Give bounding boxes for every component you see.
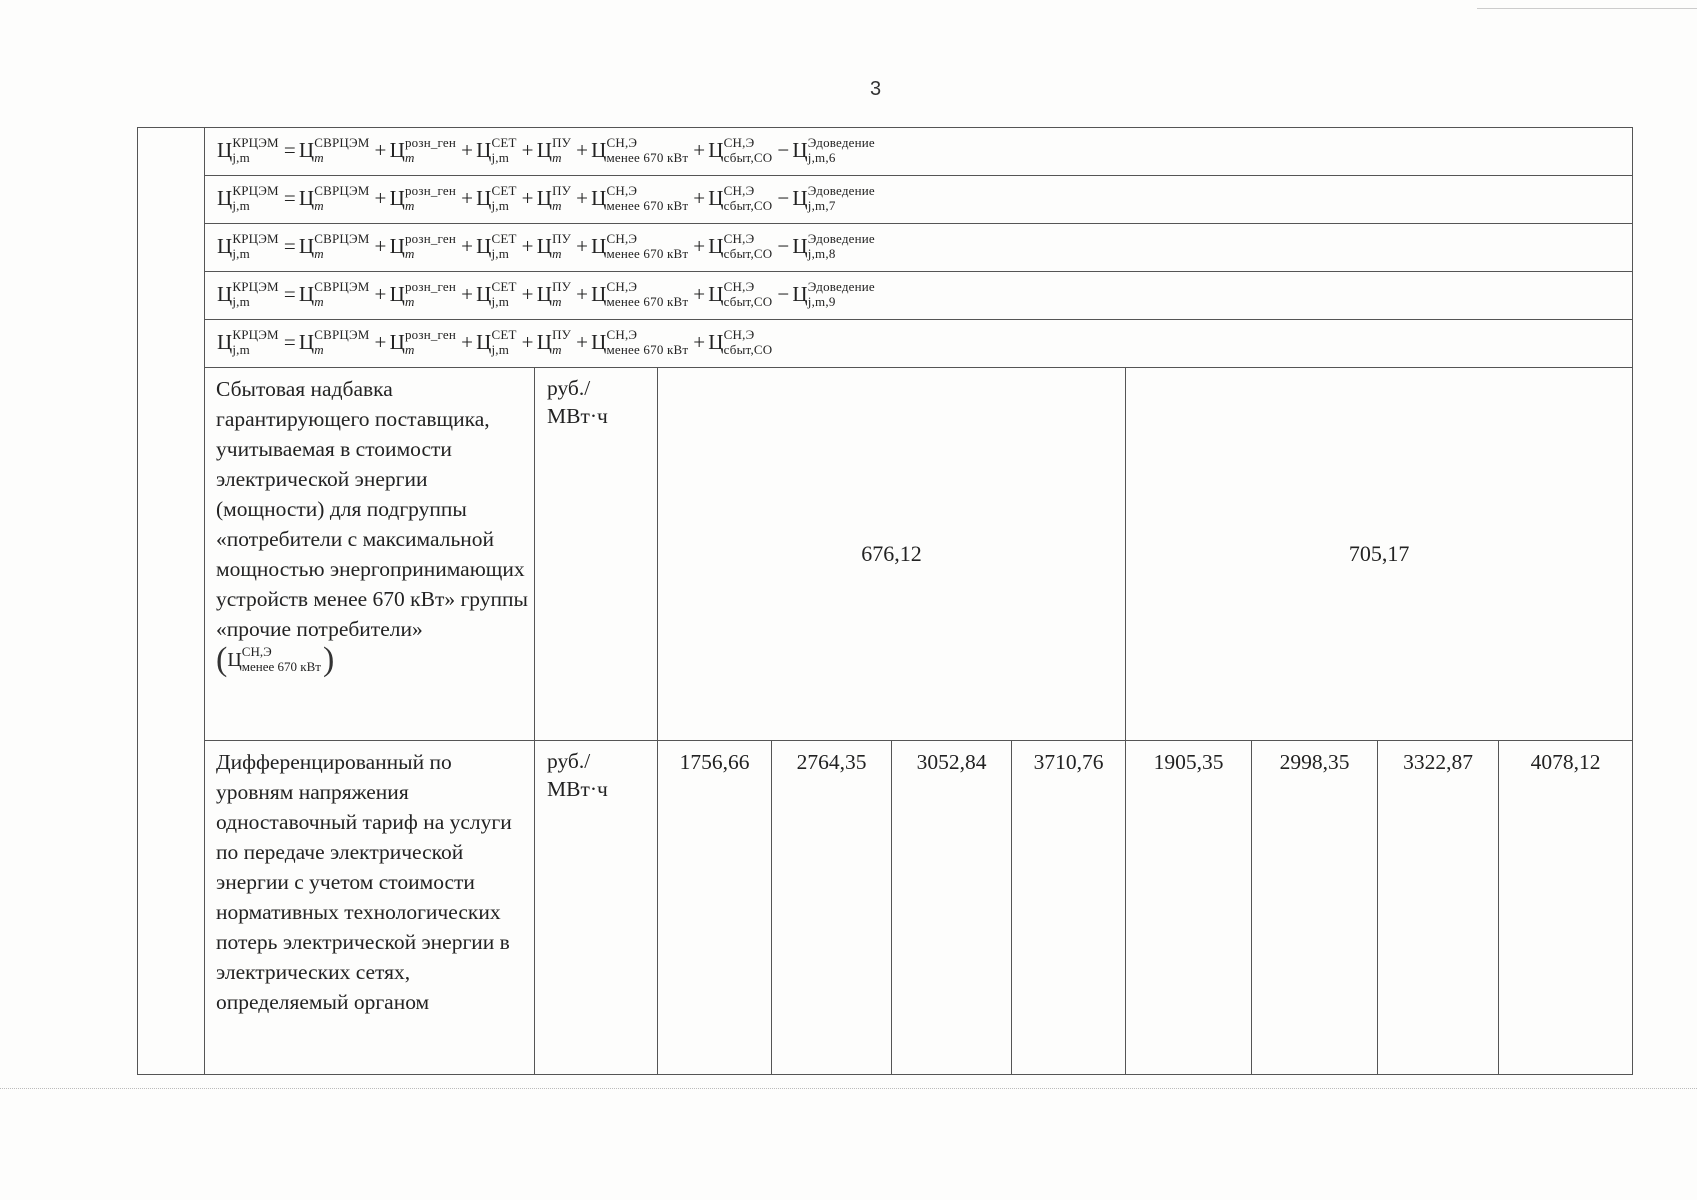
formula-base: Ц <box>389 138 405 162</box>
formula-scripts <box>232 327 278 357</box>
formula-term <box>298 183 372 214</box>
formula-equals: = <box>283 330 296 354</box>
formula-subscript: m <box>552 342 562 358</box>
formula-scripts <box>606 327 688 357</box>
formula-scripts <box>232 279 278 309</box>
formula-base: Ц <box>536 282 553 306</box>
formula-scripts <box>314 135 369 165</box>
formula-plus: + <box>576 234 589 258</box>
formula-scripts <box>724 279 773 309</box>
formula-superscript: СЕТ <box>491 183 517 199</box>
formula-scripts <box>724 135 773 165</box>
formula-subscript: m <box>404 246 415 262</box>
formula-term <box>389 231 458 262</box>
formula-term <box>298 135 372 166</box>
formula-base: Ц <box>476 186 492 210</box>
formula-superscript: СН,Э <box>606 231 638 247</box>
formula-base: Ц <box>389 282 405 306</box>
formula-term <box>792 183 876 214</box>
formula-term <box>476 135 519 166</box>
formula-subscript: менее 670 кВт <box>606 150 689 166</box>
formula-scripts <box>552 327 571 357</box>
formula-plus: + <box>521 186 534 210</box>
formula-base: Ц <box>536 234 553 258</box>
formula-superscript: СВРЦЭМ <box>314 183 370 199</box>
formula-subscript: j,m,7 <box>807 198 836 214</box>
formula-superscript: СН,Э <box>241 644 272 660</box>
formula-scripts <box>606 279 688 309</box>
formula-base: Ц <box>591 234 607 258</box>
formula-row <box>138 128 1633 176</box>
formula-equals: = <box>283 282 296 306</box>
formula-plus: + <box>374 186 387 210</box>
formula-minus: − <box>777 234 790 258</box>
formula-subscript: j,m <box>232 294 250 310</box>
formula-superscript: СВРЦЭМ <box>314 279 370 295</box>
formula-term <box>591 231 690 262</box>
formula-base: Ц <box>708 330 724 354</box>
formula-superscript: ПУ <box>552 135 572 151</box>
formula-plus: + <box>576 330 589 354</box>
formula-superscript: розн_ген <box>404 183 457 199</box>
tariff-label: Дифференцированный по уровням напряжения одноставочный тариф на услуги по передаче электрической энергии с учетом стоимости нормативных технологических потерь электрической энергии в электрических сетях, определяемый органом <box>205 740 535 1074</box>
unit-line1: руб./ <box>547 376 591 400</box>
formula-scripts <box>808 279 875 309</box>
formula-subscript: j,m <box>491 294 510 310</box>
formula <box>217 183 877 214</box>
formula-base: Ц <box>708 282 724 306</box>
formula-superscript: КРЦЭМ <box>232 327 279 343</box>
formula-scripts <box>724 231 773 261</box>
tariff-value: 2998,35 <box>1252 740 1378 1074</box>
formula-base: Ц <box>217 138 233 162</box>
formula-equals: = <box>283 138 296 162</box>
scan-dotted-artifact <box>0 1088 1697 1090</box>
formula-scripts <box>606 183 688 213</box>
formula-cell <box>205 320 1633 368</box>
row-tariff <box>138 740 1633 1074</box>
formula-superscript: СН,Э <box>723 327 755 343</box>
formula-lhs <box>217 135 281 166</box>
formula-term <box>389 279 458 310</box>
formula-subscript: j,m <box>491 342 510 358</box>
formula-superscript: СЕТ <box>491 231 517 247</box>
formula-subscript: j,m <box>232 198 250 214</box>
formula-base: Ц <box>298 138 315 162</box>
formula-scripts <box>314 231 369 261</box>
formula-term <box>591 183 690 214</box>
formula-subscript: m <box>552 294 562 310</box>
formula-base: Ц <box>476 330 492 354</box>
formula-term <box>476 327 519 358</box>
tariff-value: 1905,35 <box>1126 740 1252 1074</box>
formula-term <box>708 327 774 358</box>
tariff-unit <box>535 740 658 1074</box>
formula-subscript: m <box>404 198 415 214</box>
formula-plus: + <box>576 186 589 210</box>
formula-plus: + <box>461 282 474 306</box>
formula-base: Ц <box>591 138 607 162</box>
page-number: 3 <box>870 78 882 100</box>
formula-base: Ц <box>536 138 553 162</box>
formula-plus: + <box>461 186 474 210</box>
formula-row <box>138 224 1633 272</box>
formula-base: Ц <box>217 330 233 354</box>
markup-value-first: 676,12 <box>658 368 1126 741</box>
markup-value-second: 705,17 <box>1126 368 1633 741</box>
formula-term <box>476 231 519 262</box>
formula-scripts <box>491 183 516 213</box>
formula-term <box>536 231 573 262</box>
formula-subscript: сбыт,СО <box>723 294 773 310</box>
formula-plus: + <box>374 234 387 258</box>
formula-subscript: j,m <box>491 150 510 166</box>
formula-plus: + <box>693 234 706 258</box>
formula-scripts <box>232 135 278 165</box>
formula-term <box>536 135 573 166</box>
formula-term <box>389 327 458 358</box>
formula-base: Ц <box>298 330 315 354</box>
formula-base: Ц <box>792 186 808 210</box>
formula-base: Ц <box>476 234 492 258</box>
formula-plus: + <box>521 138 534 162</box>
formula-superscript: СН,Э <box>723 231 755 247</box>
formula-base: Ц <box>217 186 233 210</box>
formula-subscript: m <box>552 150 562 166</box>
formula-plus: + <box>461 330 474 354</box>
formula-subscript: m <box>314 150 324 166</box>
formula-term <box>708 135 774 166</box>
formula-scripts <box>491 231 516 261</box>
formula-term <box>298 231 372 262</box>
scan-edge-line <box>1477 0 1697 9</box>
tariff-value: 3710,76 <box>1012 740 1126 1074</box>
formula-scripts <box>808 231 875 261</box>
formula-subscript: m <box>552 198 562 214</box>
formula-subscript: m <box>314 198 324 214</box>
formula-scripts <box>405 135 456 165</box>
formula-superscript: Эдоведение <box>807 135 875 151</box>
formula-plus: + <box>693 186 706 210</box>
formula-term <box>708 183 774 214</box>
formula-minus: − <box>777 138 790 162</box>
formula-subscript: j,m <box>491 246 510 262</box>
formula-superscript: ПУ <box>552 231 572 247</box>
formula-equals: = <box>283 234 296 258</box>
formula-term <box>389 183 458 214</box>
formula-base: Ц <box>708 138 724 162</box>
formula-superscript: СН,Э <box>606 183 638 199</box>
formula-superscript: СЕТ <box>491 327 517 343</box>
formula-plus: + <box>521 282 534 306</box>
formula-plus: + <box>693 330 706 354</box>
formula-subscript: сбыт,СО <box>723 150 773 166</box>
formula-superscript: СН,Э <box>723 183 755 199</box>
formula-subscript: m <box>314 342 324 358</box>
markup-label <box>205 368 535 741</box>
formula-lhs <box>217 231 281 262</box>
formula-cell <box>205 176 1633 224</box>
formula-minus: − <box>777 186 790 210</box>
formula-scripts <box>314 327 369 357</box>
formula-scripts <box>405 279 456 309</box>
unit-line1: руб./ <box>547 748 591 773</box>
markup-inline-formula: (Ц СН,Э менее 670 кВт ) <box>216 641 335 678</box>
formula-superscript: СЕТ <box>491 135 517 151</box>
formula-base: Ц <box>591 330 607 354</box>
formula-subscript: менее 670 кВт <box>606 198 689 214</box>
formula-base: Ц <box>389 186 405 210</box>
formula-base: Ц <box>298 186 315 210</box>
formula-superscript: КРЦЭМ <box>232 279 279 295</box>
formula-lhs <box>217 279 281 310</box>
formula-base: Ц <box>298 282 315 306</box>
index-column <box>138 128 205 1075</box>
formula-subscript: m <box>552 246 562 262</box>
formula-term <box>591 135 690 166</box>
formula-superscript: СН,Э <box>723 135 755 151</box>
formula-superscript: СН,Э <box>606 327 638 343</box>
formula-row <box>138 272 1633 320</box>
formula-scripts <box>314 279 369 309</box>
formula-base: Ц <box>298 234 315 258</box>
formula-term <box>389 135 458 166</box>
formula-scripts <box>552 279 571 309</box>
tariff-value: 4078,12 <box>1499 740 1633 1074</box>
formula-superscript: розн_ген <box>404 327 457 343</box>
formula <box>217 135 877 166</box>
formula-superscript: СН,Э <box>606 135 638 151</box>
formula-superscript: СВРЦЭМ <box>314 135 370 151</box>
formula-term <box>591 327 690 358</box>
formula-superscript: ПУ <box>552 279 572 295</box>
formula-plus: + <box>521 330 534 354</box>
formula-superscript: СН,Э <box>606 279 638 295</box>
tariff-table <box>137 127 1633 1075</box>
formula-base: Ц <box>536 186 553 210</box>
formula-subscript: менее 670 кВт <box>606 342 689 358</box>
formula-subscript: j,m <box>232 246 250 262</box>
formula-superscript: КРЦЭМ <box>232 183 279 199</box>
formula-base: Ц <box>536 330 553 354</box>
formula-plus: + <box>461 138 474 162</box>
inline-formula-term <box>227 644 323 675</box>
formula-subscript: сбыт,СО <box>723 342 773 358</box>
formula-plus: + <box>576 138 589 162</box>
formula-base: Ц <box>389 330 405 354</box>
tariff-value: 2764,35 <box>772 740 892 1074</box>
formula-term <box>536 183 573 214</box>
formula-plus: + <box>576 282 589 306</box>
formula-superscript: СЕТ <box>491 279 517 295</box>
formula-term <box>792 279 876 310</box>
formula-base: Ц <box>708 186 724 210</box>
formula-superscript: Эдоведение <box>807 231 875 247</box>
formula-term <box>708 231 774 262</box>
formula-subscript: j,m <box>491 198 510 214</box>
formula-superscript: СН,Э <box>723 279 755 295</box>
formula-scripts <box>606 231 688 261</box>
formula-term <box>536 327 573 358</box>
formula-subscript: сбыт,СО <box>723 198 773 214</box>
tariff-value: 3322,87 <box>1378 740 1499 1074</box>
formula-term <box>536 279 573 310</box>
formula-superscript: КРЦЭМ <box>232 231 279 247</box>
formula-subscript: m <box>314 294 324 310</box>
formula <box>217 279 877 310</box>
formula-scripts <box>232 231 278 261</box>
formula-base: Ц <box>389 234 405 258</box>
formula-scripts <box>405 183 456 213</box>
formula-cell <box>205 272 1633 320</box>
row-markup <box>138 368 1633 741</box>
formula-subscript: j,m,9 <box>807 294 836 310</box>
formula-subscript: j,m,6 <box>807 150 836 166</box>
formula-lhs <box>217 183 281 214</box>
formula-cell <box>205 128 1633 176</box>
formula-scripts <box>808 135 875 165</box>
formula-term <box>476 279 519 310</box>
formula-base: Ц <box>227 649 242 671</box>
formula-superscript: КРЦЭМ <box>232 135 279 151</box>
formula-plus: + <box>461 234 474 258</box>
formula-base: Ц <box>792 138 808 162</box>
formula-term <box>298 327 372 358</box>
formula-base: Ц <box>217 282 233 306</box>
formula-subscript: менее 670 кВт <box>606 294 689 310</box>
formula-superscript: СВРЦЭМ <box>314 231 370 247</box>
formula-plus: + <box>374 330 387 354</box>
formula-scripts <box>606 135 688 165</box>
formula-subscript: m <box>404 150 415 166</box>
formula-base: Ц <box>792 282 808 306</box>
formula-scripts <box>552 135 571 165</box>
markup-label-text: Сбытовая надбавка гарантирующего поставщика, учитываемая в стоимости электрической энергии (мощности) для подгруппы «потребители с максимальной мощностью энергопринимающих устройств менее 670 кВт» группы «прочие потребители» <box>216 377 528 641</box>
formula-scripts <box>405 327 456 357</box>
markup-unit <box>535 368 658 741</box>
formula-base: Ц <box>708 234 724 258</box>
formula-term <box>476 183 519 214</box>
formula-term <box>591 279 690 310</box>
formula-term <box>708 279 774 310</box>
formula-base: Ц <box>476 282 492 306</box>
formula-superscript: ПУ <box>552 183 572 199</box>
formula-subscript: m <box>404 294 415 310</box>
formula-plus: + <box>374 138 387 162</box>
unit-line2: МВт·ч <box>547 404 608 428</box>
formula-scripts <box>405 231 456 261</box>
formula-subscript: j,m <box>232 150 250 166</box>
formula-superscript: розн_ген <box>404 279 457 295</box>
formula-equals: = <box>283 186 296 210</box>
formula-scripts <box>242 644 321 674</box>
formula-plus: + <box>693 138 706 162</box>
formula <box>217 231 877 262</box>
formula-base: Ц <box>591 282 607 306</box>
formula-row <box>138 320 1633 368</box>
formula-scripts <box>808 183 875 213</box>
formula-scripts <box>491 135 516 165</box>
formula-subscript: сбыт,СО <box>723 246 773 262</box>
formula-base: Ц <box>476 138 492 162</box>
formula-cell <box>205 224 1633 272</box>
formula <box>217 327 774 358</box>
formula-subscript: j,m <box>232 342 250 358</box>
formula-scripts <box>491 327 516 357</box>
formula-base: Ц <box>591 186 607 210</box>
formula-base: Ц <box>217 234 233 258</box>
formula-superscript: розн_ген <box>404 135 457 151</box>
formula-superscript: Эдоведение <box>807 279 875 295</box>
formula-superscript: ПУ <box>552 327 572 343</box>
formula-minus: − <box>777 282 790 306</box>
formula-term <box>792 231 876 262</box>
formula-plus: + <box>374 282 387 306</box>
formula-superscript: розн_ген <box>404 231 457 247</box>
formula-superscript: СВРЦЭМ <box>314 327 370 343</box>
formula-scripts <box>232 183 278 213</box>
formula-subscript: менее 670 кВт <box>241 659 321 675</box>
formula-subscript: менее 670 кВт <box>606 246 689 262</box>
tariff-value: 1756,66 <box>658 740 772 1074</box>
formula-row <box>138 176 1633 224</box>
formula-scripts <box>314 183 369 213</box>
formula-term <box>792 135 876 166</box>
unit-line2: МВт·ч <box>547 776 608 801</box>
formula-term <box>298 279 372 310</box>
formula-subscript: m <box>314 246 324 262</box>
formula-scripts <box>552 231 571 261</box>
formula-scripts <box>724 183 773 213</box>
formula-subscript: j,m,8 <box>807 246 836 262</box>
formula-scripts <box>724 327 773 357</box>
formula-lhs <box>217 327 281 358</box>
tariff-value: 3052,84 <box>892 740 1012 1074</box>
formula-scripts <box>491 279 516 309</box>
formula-base: Ц <box>792 234 808 258</box>
formula-scripts <box>552 183 571 213</box>
formula-plus: + <box>693 282 706 306</box>
formula-superscript: Эдоведение <box>807 183 875 199</box>
formula-subscript: m <box>404 342 415 358</box>
formula-plus: + <box>521 234 534 258</box>
